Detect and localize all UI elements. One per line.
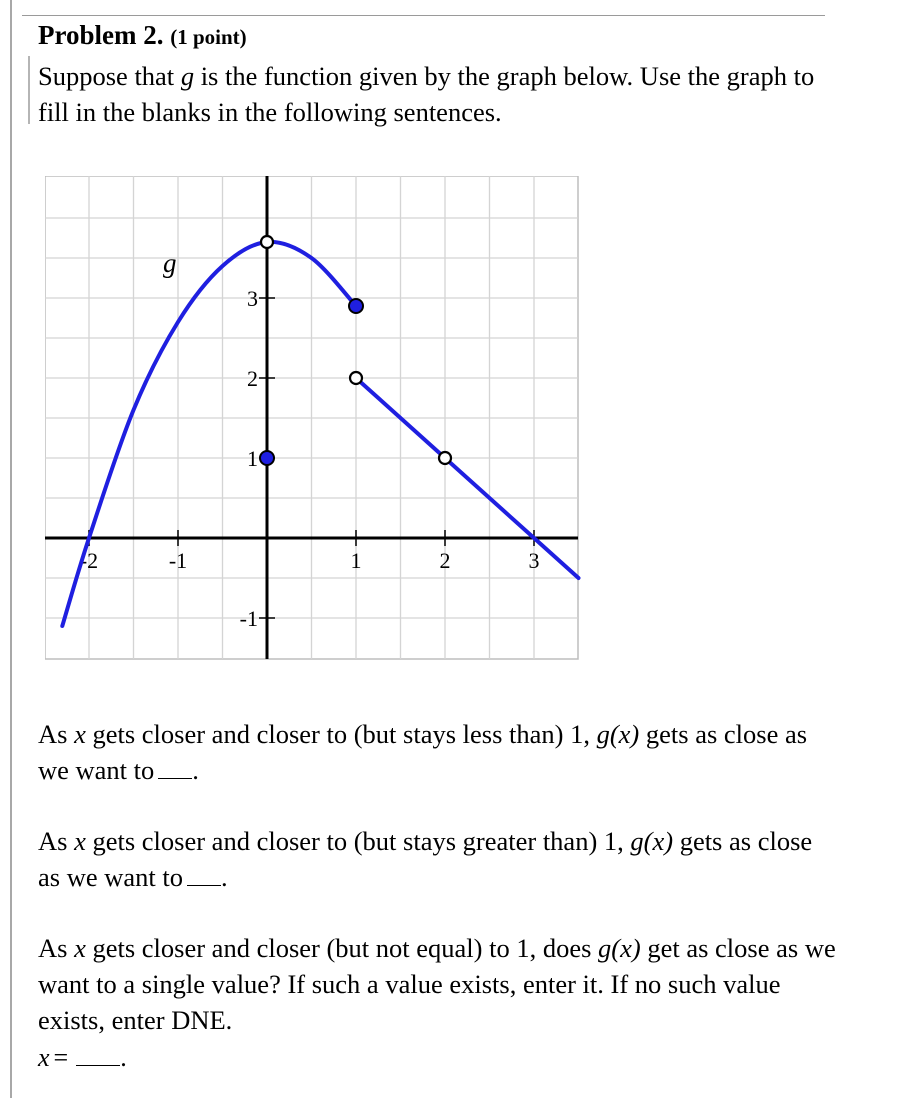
open-point (439, 452, 451, 464)
function-graph (45, 176, 585, 661)
q3-var-x: x (74, 933, 86, 963)
q3-gx: g(x) (598, 933, 641, 963)
y-tick-label: 1 (247, 446, 258, 471)
x-tick-label: -2 (79, 548, 99, 573)
q1-text-b: gets closer and closer to (but stays less than) 1, (85, 719, 597, 749)
q2-answer-blank[interactable] (187, 884, 221, 886)
answer-var-x: x (38, 1043, 50, 1072)
problem-title: Problem 2. (38, 20, 164, 50)
q1-gx: g(x) (596, 719, 640, 749)
problem-points: (1 point) (170, 25, 247, 49)
y-tick-label: 3 (247, 286, 258, 311)
answer-equals: = (53, 1043, 69, 1072)
x-tick-label: 3 (528, 548, 540, 573)
q3-answer-blank[interactable] (76, 1064, 120, 1066)
question-3 (38, 930, 838, 1038)
open-point (261, 236, 273, 248)
q2-text-c: gets as close as we want to (38, 826, 813, 892)
q2-gx: g(x) (630, 826, 674, 856)
function-label-g: g (163, 248, 177, 278)
open-point (350, 372, 362, 384)
q1-var-x: x (74, 719, 86, 749)
left-border-rule (10, 0, 12, 1098)
x-tick-label: 1 (350, 548, 362, 573)
q3-answer-line (38, 1040, 127, 1076)
q1-end: . (192, 755, 199, 785)
closed-point (349, 299, 363, 313)
x-tick-label: 2 (439, 548, 451, 573)
intro-var-g: g (180, 61, 195, 91)
q3-text-a: As (38, 933, 75, 963)
y-tick-label: 2 (247, 366, 258, 391)
q1-text-a: As (38, 719, 75, 749)
problem-header (38, 20, 247, 52)
intro-paragraph (38, 58, 838, 130)
header-side-rule (28, 56, 30, 124)
intro-text-2: is the function given by the graph below. Use the graph to fill in the blanks in the following sentences. (38, 61, 815, 127)
closed-point (260, 451, 274, 465)
q2-var-x: x (74, 826, 86, 856)
q2-text-b: gets closer and closer to (but stays greater than) 1, (85, 826, 631, 856)
answer-end: . (120, 1043, 127, 1072)
q3-text-b: gets closer and closer (but not equal) to 1, does (85, 933, 599, 963)
q1-text-c: gets as close as we want to (38, 719, 808, 785)
question-2 (38, 823, 838, 895)
intro-text-1: Suppose that (38, 61, 181, 91)
q2-end: . (220, 862, 228, 892)
x-tick-label: -1 (168, 548, 188, 573)
q1-answer-blank[interactable] (158, 777, 192, 779)
q3-text-c: get as close as we want to a single value? If such a value exists, enter it. If no such value exists, enter DNE. (38, 933, 836, 1035)
q2-text-a: As (38, 826, 75, 856)
question-1 (38, 716, 838, 788)
y-tick-label: -1 (239, 606, 258, 631)
top-border-rule (22, 15, 825, 16)
